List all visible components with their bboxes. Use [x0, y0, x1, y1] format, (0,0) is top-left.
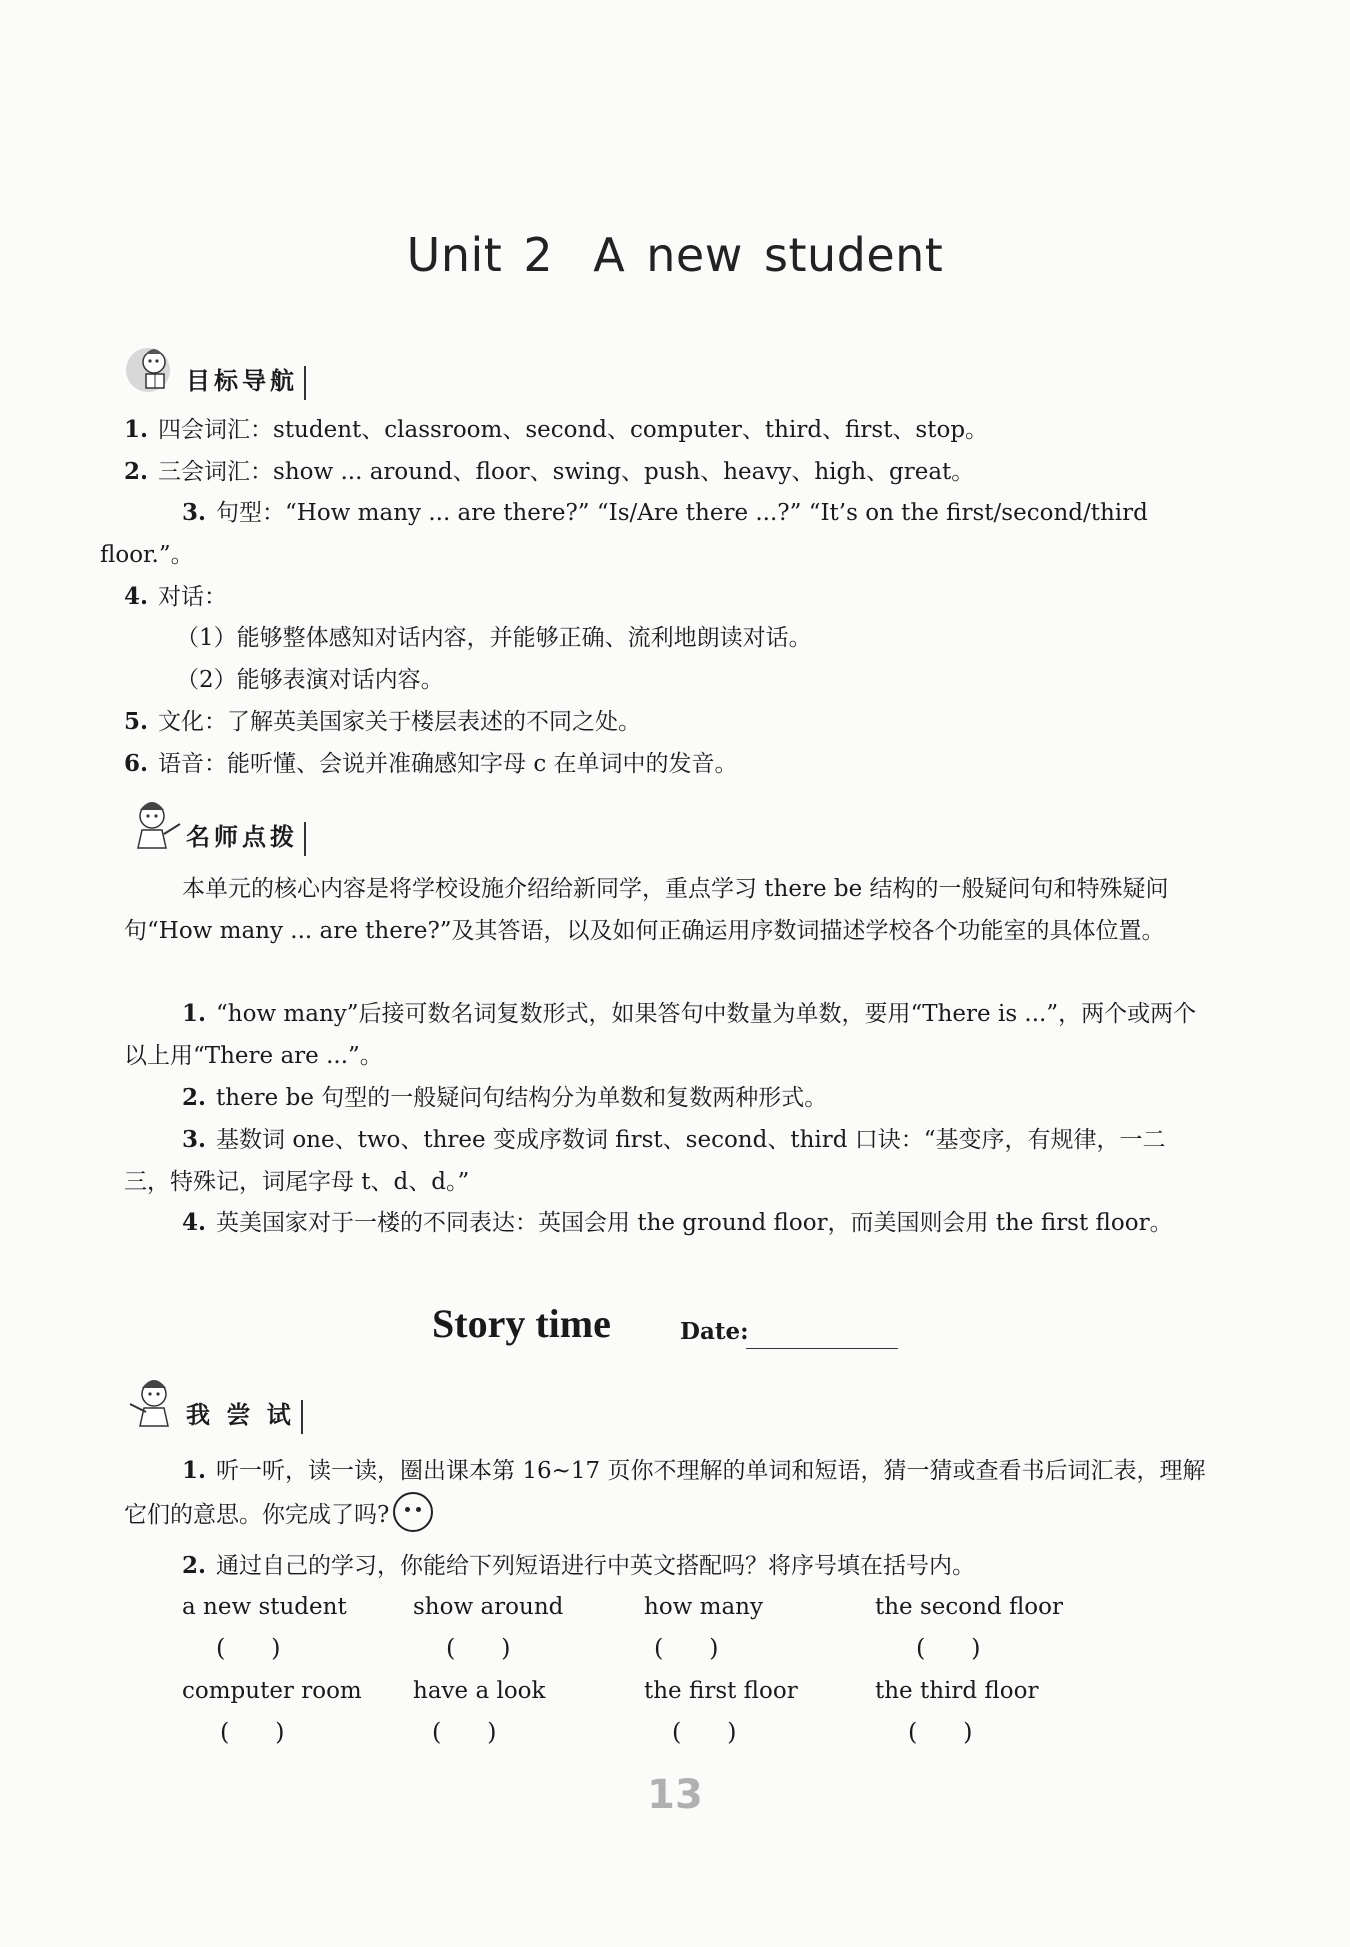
- phrase-have-a-look: have a look: [413, 1678, 546, 1704]
- phrase-the-second-floor: the second floor: [875, 1594, 1063, 1620]
- mascot-try-icon: [124, 1374, 186, 1434]
- section-tips-header: [124, 796, 306, 856]
- tip-3: 3. 基数词 one、two、three 变成序数词 first、second、third 口诀：“基变序，有规律，一二三，特殊记，词尾字母 t、d、d。”: [124, 1126, 1166, 1195]
- mascot-reading-icon: [124, 340, 186, 400]
- phrase-show-around: show around: [413, 1594, 564, 1620]
- try-q2: 2. 通过自己的学习，你能给下列短语进行中英文搭配吗？将序号填在括号内。: [182, 1552, 976, 1579]
- date-field-line[interactable]: [746, 1348, 898, 1349]
- phrase-the-first-floor: the first floor: [644, 1678, 798, 1704]
- goal-4: 4. 对话：: [124, 583, 228, 610]
- unit-name: A new student: [593, 228, 944, 282]
- section-try-label: 我 尝 试: [184, 1400, 303, 1434]
- try-q1: 1. 听一听，读一读，圈出课本第 16~17 页你不理解的单词和短语，猜一猜或查看书后词汇表，理解它们的意思。你完成了吗?: [124, 1450, 1206, 1536]
- answer-blank[interactable]: ( ): [654, 1634, 719, 1662]
- phrase-the-third-floor: the third floor: [875, 1678, 1039, 1704]
- date-label: Date:: [680, 1318, 749, 1345]
- phrase-computer-room: computer room: [182, 1678, 362, 1704]
- goal-1: 1. 四会词汇：student、classroom、second、computer、third、first、stop。: [124, 416, 989, 443]
- story-time-title: Story time: [432, 1301, 611, 1346]
- goal-4-1: （1）能够整体感知对话内容，并能够正确、流利地朗读对话。: [176, 625, 812, 651]
- unit-title: [0, 228, 1350, 282]
- tip-1: 1. “how many”后接可数名词复数形式，如果答句中数量为单数，要用“There is ...”，两个或两个以上用“There are ...”。: [124, 1000, 1197, 1069]
- goal-2: 2. 三会词汇：show ... around、floor、swing、push、heavy、high、great。: [124, 458, 975, 485]
- answer-blank[interactable]: ( ): [908, 1718, 973, 1746]
- goal-5: 5. 文化：了解英美国家关于楼层表述的不同之处。: [124, 708, 642, 735]
- answer-blank[interactable]: ( ): [220, 1718, 285, 1746]
- answer-blank[interactable]: ( ): [216, 1634, 281, 1662]
- answer-blank[interactable]: ( ): [672, 1718, 737, 1746]
- section-goals-header: [124, 340, 306, 400]
- page-number: 13: [647, 1772, 703, 1818]
- unit-number: Unit 2: [406, 228, 554, 282]
- section-tips-label: 名师点拨: [184, 822, 306, 856]
- phrase-a-new-student: a new student: [182, 1594, 347, 1620]
- goal-4-2: （2）能够表演对话内容。: [176, 667, 444, 693]
- section-try-header: [124, 1374, 303, 1434]
- tips-intro: 本单元的核心内容是将学校设施介绍给新同学，重点学习 there be 结构的一般疑问句和特殊疑问句“How many ... are there?”及其答语，以及如何正确运用序数词描述学校各个功能室的具体位置。: [124, 876, 1169, 944]
- answer-blank[interactable]: ( ): [446, 1634, 511, 1662]
- answer-blank[interactable]: ( ): [432, 1718, 497, 1746]
- answer-blank[interactable]: ( ): [916, 1634, 981, 1662]
- mascot-teacher-icon: [124, 796, 186, 856]
- tip-2: 2. there be 句型的一般疑问句结构分为单数和复数两种形式。: [182, 1084, 828, 1111]
- smiley-face-icon[interactable]: [393, 1492, 433, 1532]
- tip-4: 4. 英美国家对于一楼的不同表达：英国会用 the ground floor，而美国则会用 the first floor。: [182, 1209, 1173, 1236]
- phrase-how-many: how many: [644, 1594, 763, 1620]
- goal-3: 3. 句型：“How many ... are there?” “Is/Are there ...?” “It’s on the first/second/third floor.”。: [100, 499, 1148, 568]
- section-goals-label: 目标导航: [184, 366, 306, 400]
- goal-6: 6. 语音：能听懂、会说并准确感知字母 c 在单词中的发音。: [124, 750, 738, 777]
